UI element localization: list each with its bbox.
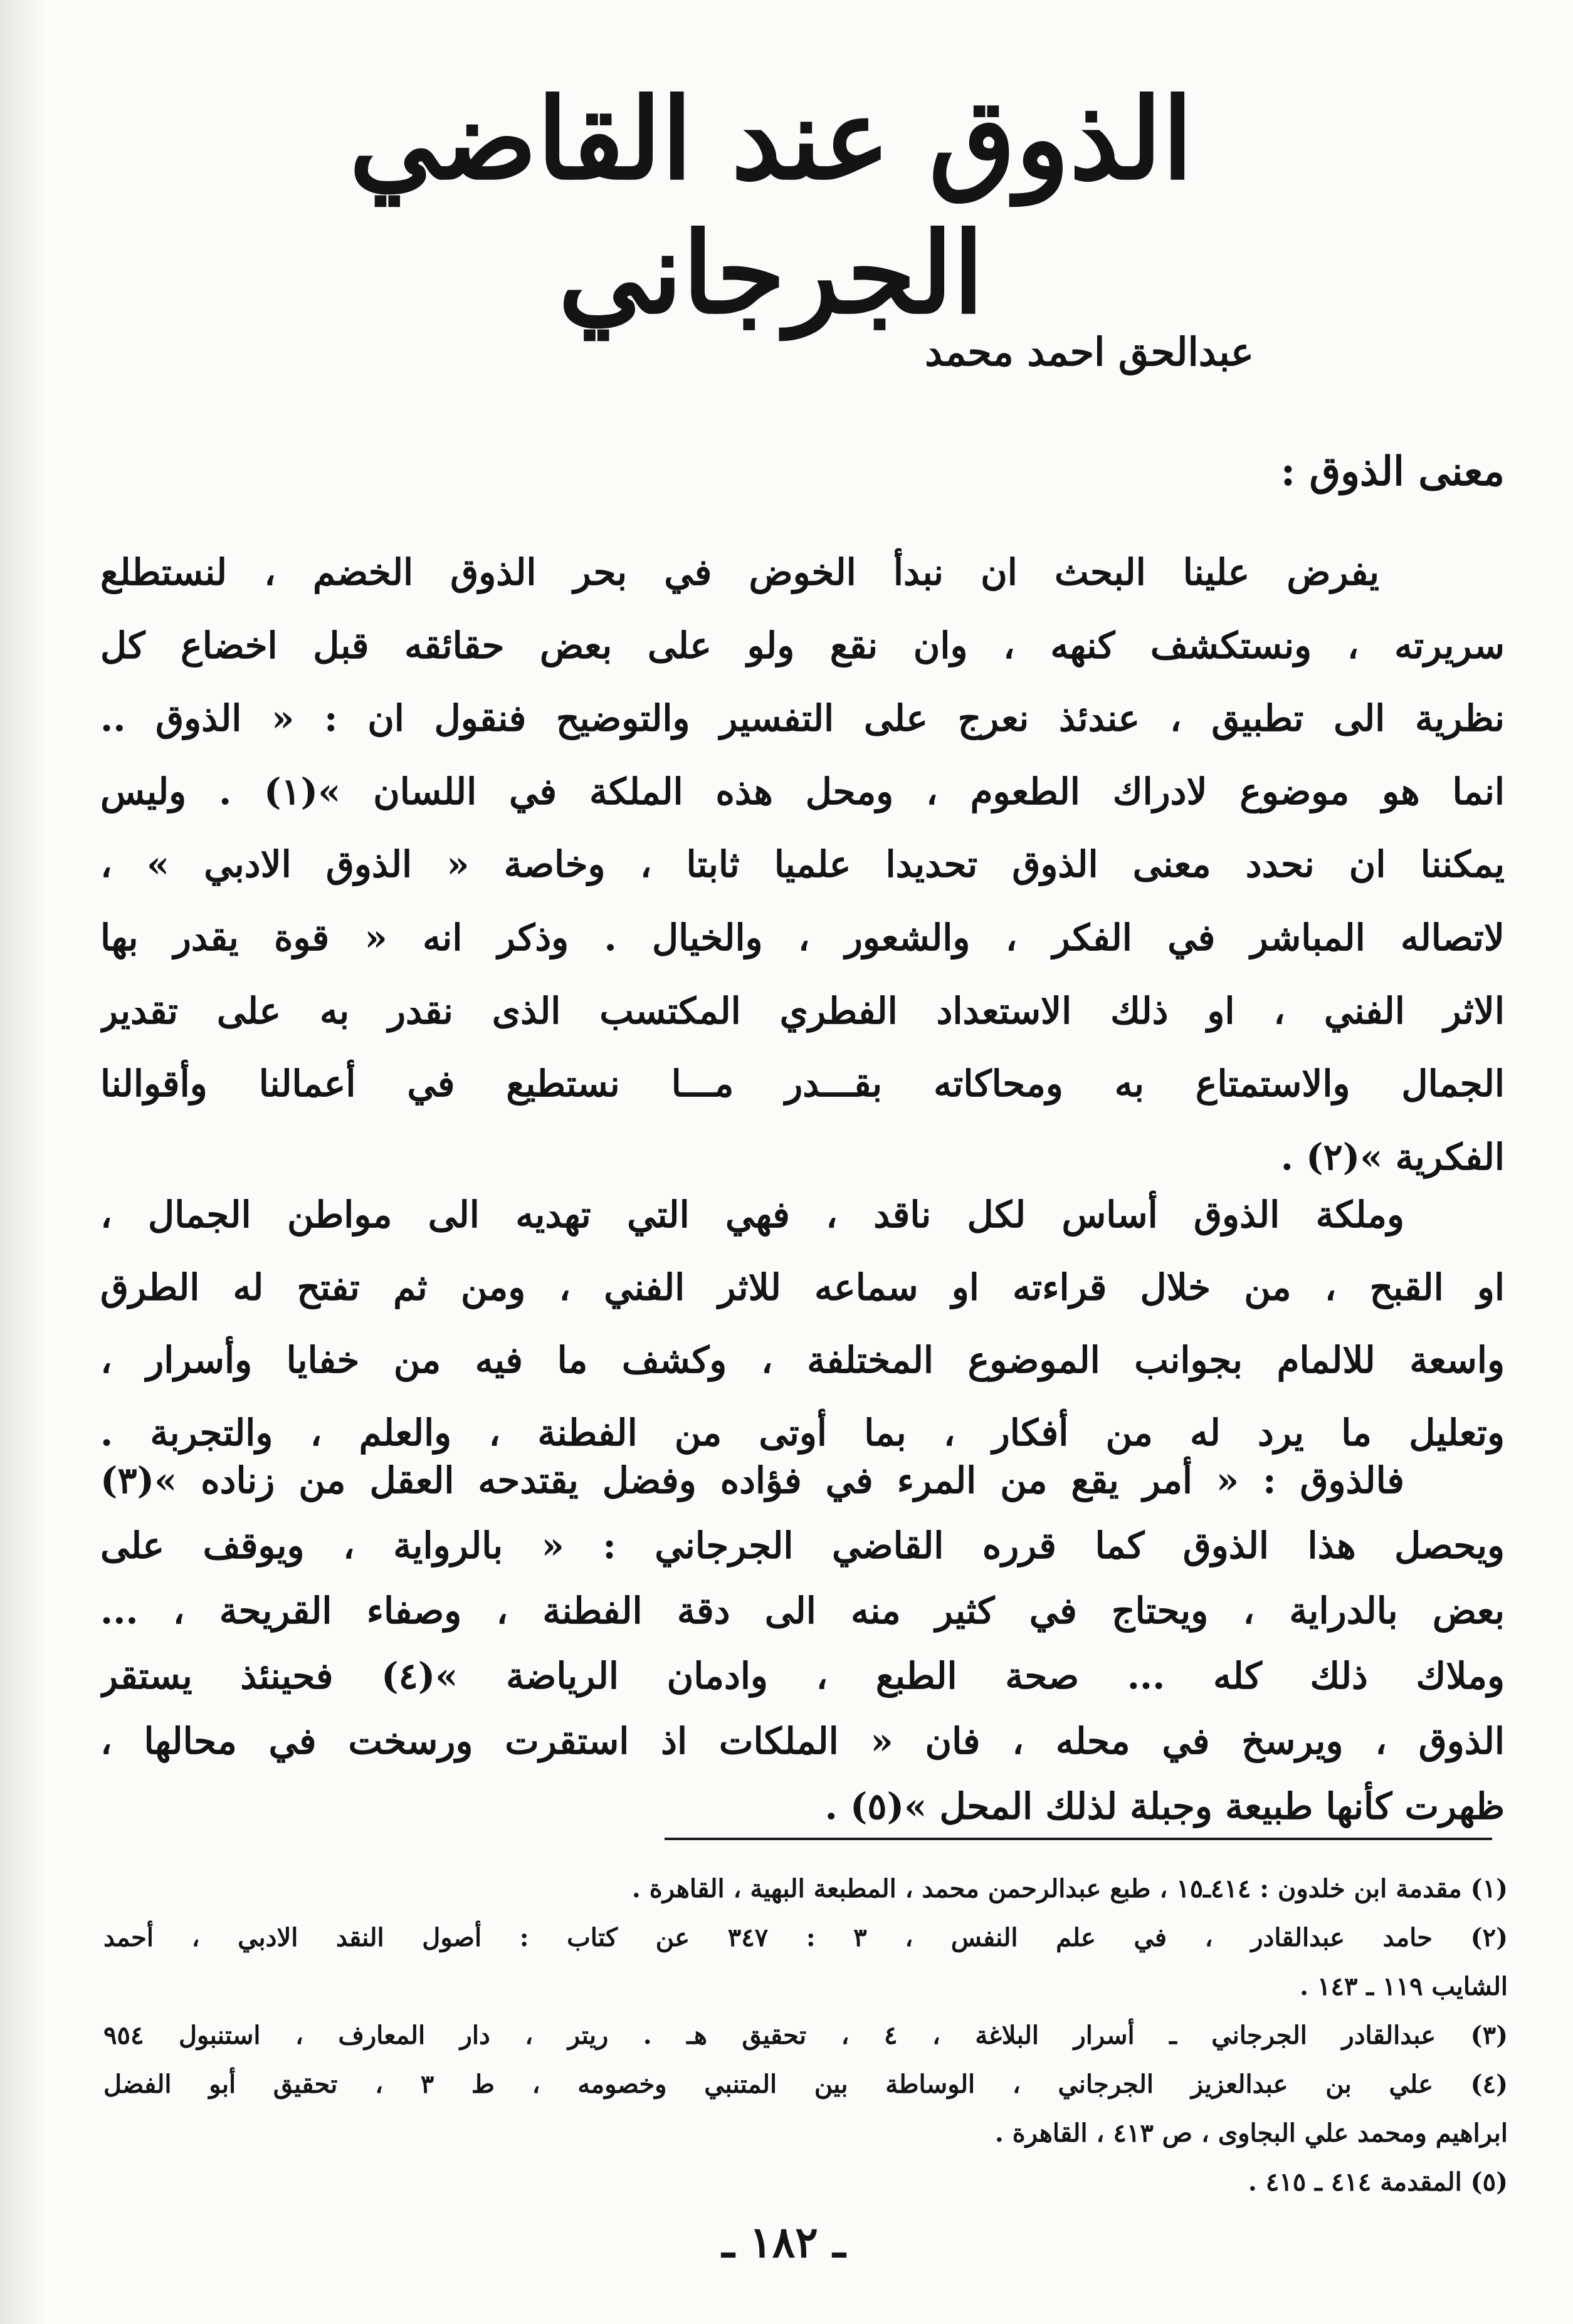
text-line: الجمال والاستمتاع به ومحاكاته بقـــدر مـــا نستطيع في أعمالنا وأقوالنا <box>100 1062 1505 1106</box>
footnote-2-continuation: الشايب ١١٩ ـ ١٤٣ . <box>1300 1972 1508 2001</box>
author-name: عبدالحق احمد محمد <box>925 329 1254 375</box>
footnote-4: (٤) علي بن عبدالعزيز الجرجاني ، الوساطة بين المتنبي وخصومه ، ط ٣ ، تحقيق أبو الفضل <box>103 2070 1508 2099</box>
footnote-separator <box>665 1838 1492 1840</box>
paragraph-1 <box>100 536 1505 1193</box>
text-line: يفرض علينا البحث ان نبدأ الخوض في بحر الذوق الخضم ، لنستطلع <box>100 551 1379 594</box>
page-number: ـ ١٨٢ ـ <box>722 2217 846 2268</box>
footnotes <box>103 1865 1508 2207</box>
text-line: وتعليل ما يرد له من أفكار ، بما أوتى من الفطنة ، والعلم ، والتجربة . <box>100 1411 1505 1454</box>
text-line: لاتصاله المباشر في الفكر ، والشعور ، والخيال . وذكر انه « قوة يقدر بها <box>100 916 1505 959</box>
text-line: وملكة الذوق أساس لكل ناقد ، فهي التي تهديه الى مواطن الجمال ، <box>100 1193 1404 1236</box>
text-line: واسعة للالمام بجوانب الموضوع المختلفة ، وكشف ما فيه من خفايا وأسرار ، <box>100 1339 1505 1381</box>
article-title: الذوق عند القاضي الجرجاني <box>349 73 1193 338</box>
text-line: ويحصل هذا الذوق كما قرره القاضي الجرجاني : « بالرواية ، ويوقف على <box>100 1524 1505 1567</box>
text-line: انما هو موضوع لادراك الطعوم ، ومحل هذه الملكة في اللسان »(١) . وليس <box>100 770 1505 813</box>
footnote-5: (٥) المقدمة ٤١٤ ـ ٤١٥ . <box>1248 2167 1508 2197</box>
footnote-4-continuation: ابراهيم ومحمد علي البجاوى ، ص ٤١٣ ، القاهرة . <box>994 2118 1508 2148</box>
text-line: الفكرية »(٢) . <box>1280 1135 1505 1178</box>
text-line: سريرته ، ونستكشف كنهه ، وان نقع ولو على بعض حقائقه قبل اخضاع كل <box>100 624 1505 667</box>
paragraph-3 <box>100 1448 1505 1839</box>
text-line: وملاك ذلك كله ... صحة الطبع ، وادمان الرياضة »(٤) فحينئذ يستقر <box>100 1655 1505 1697</box>
paragraph-2 <box>100 1178 1505 1469</box>
text-line: نظرية الى تطبيق ، عندئذ نعرج على التفسير والتوضيح فنقول ان : « الذوق .. <box>100 697 1505 740</box>
text-line: الذوق ، ويرسخ في محله ، فان « الملكات اذ استقرت ورسخت في محالها ، <box>100 1720 1505 1762</box>
text-line: الاثر الفني ، او ذلك الاستعداد الفطري المكتسب الذى نقدر به على تقدير <box>100 989 1505 1032</box>
footnote-2: (٢) حامد عبدالقادر ، في علم النفس ، ٣ : ٣٤٧ عن كتاب : أصول النقد الادبي ، أحمد <box>103 1923 1508 1952</box>
section-heading: معنى الذوق : <box>1280 448 1505 495</box>
text-line: ظهرت كأنها طبيعة وجبلة لذلك المحل »(٥) . <box>824 1785 1505 1828</box>
footnote-3: (٣) عبدالقادر الجرجاني ـ أسرار البلاغة ، ٤ ، تحقيق هـ . ريتر ، دار المعارف ، استنبول ٩٥٤ <box>103 2021 1508 2050</box>
text-line: بعض بالدراية ، ويحتاج في كثير منه الى دقة الفطنة ، وصفاء القريحة ، ... <box>100 1589 1505 1632</box>
text-line: فالذوق : « أمر يقع من المرء في فؤاده وفضل يقتدحه العقل من زناده »(٣) <box>100 1459 1404 1502</box>
text-line: يمكننا ان نحدد معنى الذوق تحديدا علميا ثابتا ، وخاصة « الذوق الادبي » ، <box>100 843 1505 886</box>
binding-shadow <box>0 0 47 2324</box>
text-line: او القبح ، من خلال قراءته او سماعه للاثر الفني ، ومن ثم تفتح له الطرق <box>100 1266 1505 1309</box>
footnote-1: (١) مقدمة ابن خلدون : ٤١٤ـ١٥ ، طبع عبدالرحمن محمد ، المطبعة البهية ، القاهرة . <box>631 1874 1508 1903</box>
